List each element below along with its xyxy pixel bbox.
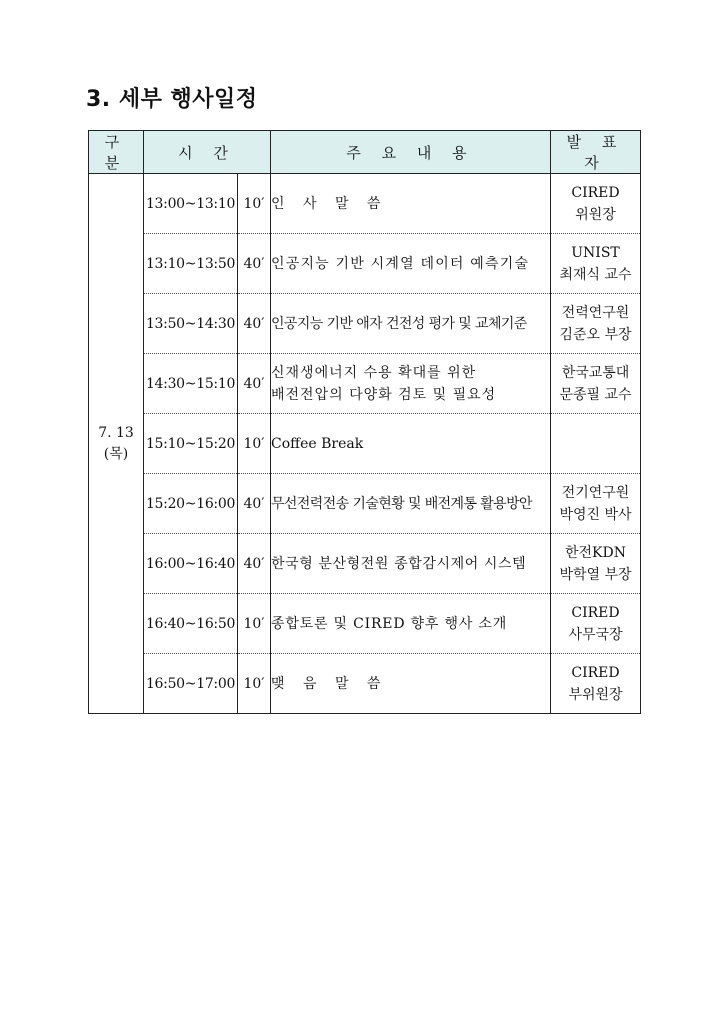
presenter-cell <box>551 234 641 294</box>
header-presenter: 발 표 자 <box>551 131 641 174</box>
presenter-org: 한국교통대 <box>561 364 630 381</box>
presenter-org: UNIST <box>571 244 620 261</box>
presenter-name: 문종필 교수 <box>559 386 632 403</box>
duration-cell: 40′ <box>238 534 271 594</box>
table-row <box>89 234 641 294</box>
event-schedule-table <box>88 130 641 714</box>
time-cell: 13:10~13:50 <box>144 234 238 294</box>
table-row <box>89 294 641 354</box>
presenter-cell <box>551 594 641 654</box>
presenter-cell <box>551 654 641 714</box>
presenter-org: CIRED <box>571 604 620 621</box>
time-cell: 13:00~13:10 <box>144 174 238 234</box>
table-row <box>89 174 641 234</box>
content-line-1: 신재생에너지 수용 확대를 위한 <box>271 364 477 381</box>
date-cell <box>89 174 144 714</box>
presenter-cell <box>551 474 641 534</box>
presenter-name: 김준오 부장 <box>559 326 632 343</box>
presenter-name: 부위원장 <box>568 686 623 703</box>
content-cell: 인 사 말 씀 <box>271 174 551 234</box>
time-cell: 16:00~16:40 <box>144 534 238 594</box>
duration-cell: 10′ <box>238 414 271 474</box>
section-heading: 3. 세부 행사일정 <box>86 87 258 112</box>
content-cell: 종합토론 및 CIRED 향후 행사 소개 <box>271 594 551 654</box>
table-header-row <box>89 131 641 174</box>
table-row <box>89 354 641 414</box>
presenter-cell <box>551 354 641 414</box>
content-cell: 무선전력전송 기술현황 및 배전계통 활용방안 <box>271 474 551 534</box>
time-cell: 16:40~16:50 <box>144 594 238 654</box>
presenter-cell <box>551 294 641 354</box>
duration-cell: 10′ <box>238 654 271 714</box>
table-row <box>89 414 641 474</box>
presenter-org: CIRED <box>571 184 620 201</box>
presenter-name: 사무국장 <box>568 626 623 643</box>
presenter-cell <box>551 174 641 234</box>
presenter-org: 전기연구원 <box>561 484 630 501</box>
presenter-name: 최재식 교수 <box>559 266 632 283</box>
content-line-2: 배전전압의 다양화 검토 및 필요성 <box>271 386 497 403</box>
presenter-name: 박학열 부장 <box>559 566 632 583</box>
time-cell: 13:50~14:30 <box>144 294 238 354</box>
content-cell: 인공지능 기반 시계열 데이터 예측기술 <box>271 234 551 294</box>
weekday-text: (목) <box>103 445 129 462</box>
table-row <box>89 474 641 534</box>
header-category: 구 분 <box>89 131 144 174</box>
content-cell: 한국형 분산형전원 종합감시제어 시스템 <box>271 534 551 594</box>
date-text: 7. 13 <box>98 424 134 441</box>
content-cell: 인공지능 기반 애자 건전성 평가 및 교체기준 <box>271 294 551 354</box>
presenter-cell <box>551 414 641 474</box>
presenter-name: 위원장 <box>575 206 616 223</box>
header-time: 시 간 <box>144 131 271 174</box>
duration-cell: 40′ <box>238 474 271 534</box>
time-cell: 15:10~15:20 <box>144 414 238 474</box>
duration-cell: 10′ <box>238 594 271 654</box>
duration-cell: 40′ <box>238 234 271 294</box>
time-cell: 14:30~15:10 <box>144 354 238 414</box>
content-cell <box>271 354 551 414</box>
table-row <box>89 594 641 654</box>
duration-cell: 40′ <box>238 294 271 354</box>
duration-cell: 10′ <box>238 174 271 234</box>
table-row <box>89 654 641 714</box>
duration-cell: 40′ <box>238 354 271 414</box>
presenter-name: 박영진 박사 <box>559 506 632 523</box>
table-row <box>89 534 641 594</box>
content-cell: 맺 음 말 씀 <box>271 654 551 714</box>
presenter-org: 전력연구원 <box>561 304 630 321</box>
time-cell: 16:50~17:00 <box>144 654 238 714</box>
header-content: 주 요 내 용 <box>271 131 551 174</box>
presenter-org: CIRED <box>571 664 620 681</box>
content-cell: Coffee Break <box>271 414 551 474</box>
presenter-org: 한전KDN <box>565 544 626 561</box>
presenter-cell <box>551 534 641 594</box>
time-cell: 15:20~16:00 <box>144 474 238 534</box>
